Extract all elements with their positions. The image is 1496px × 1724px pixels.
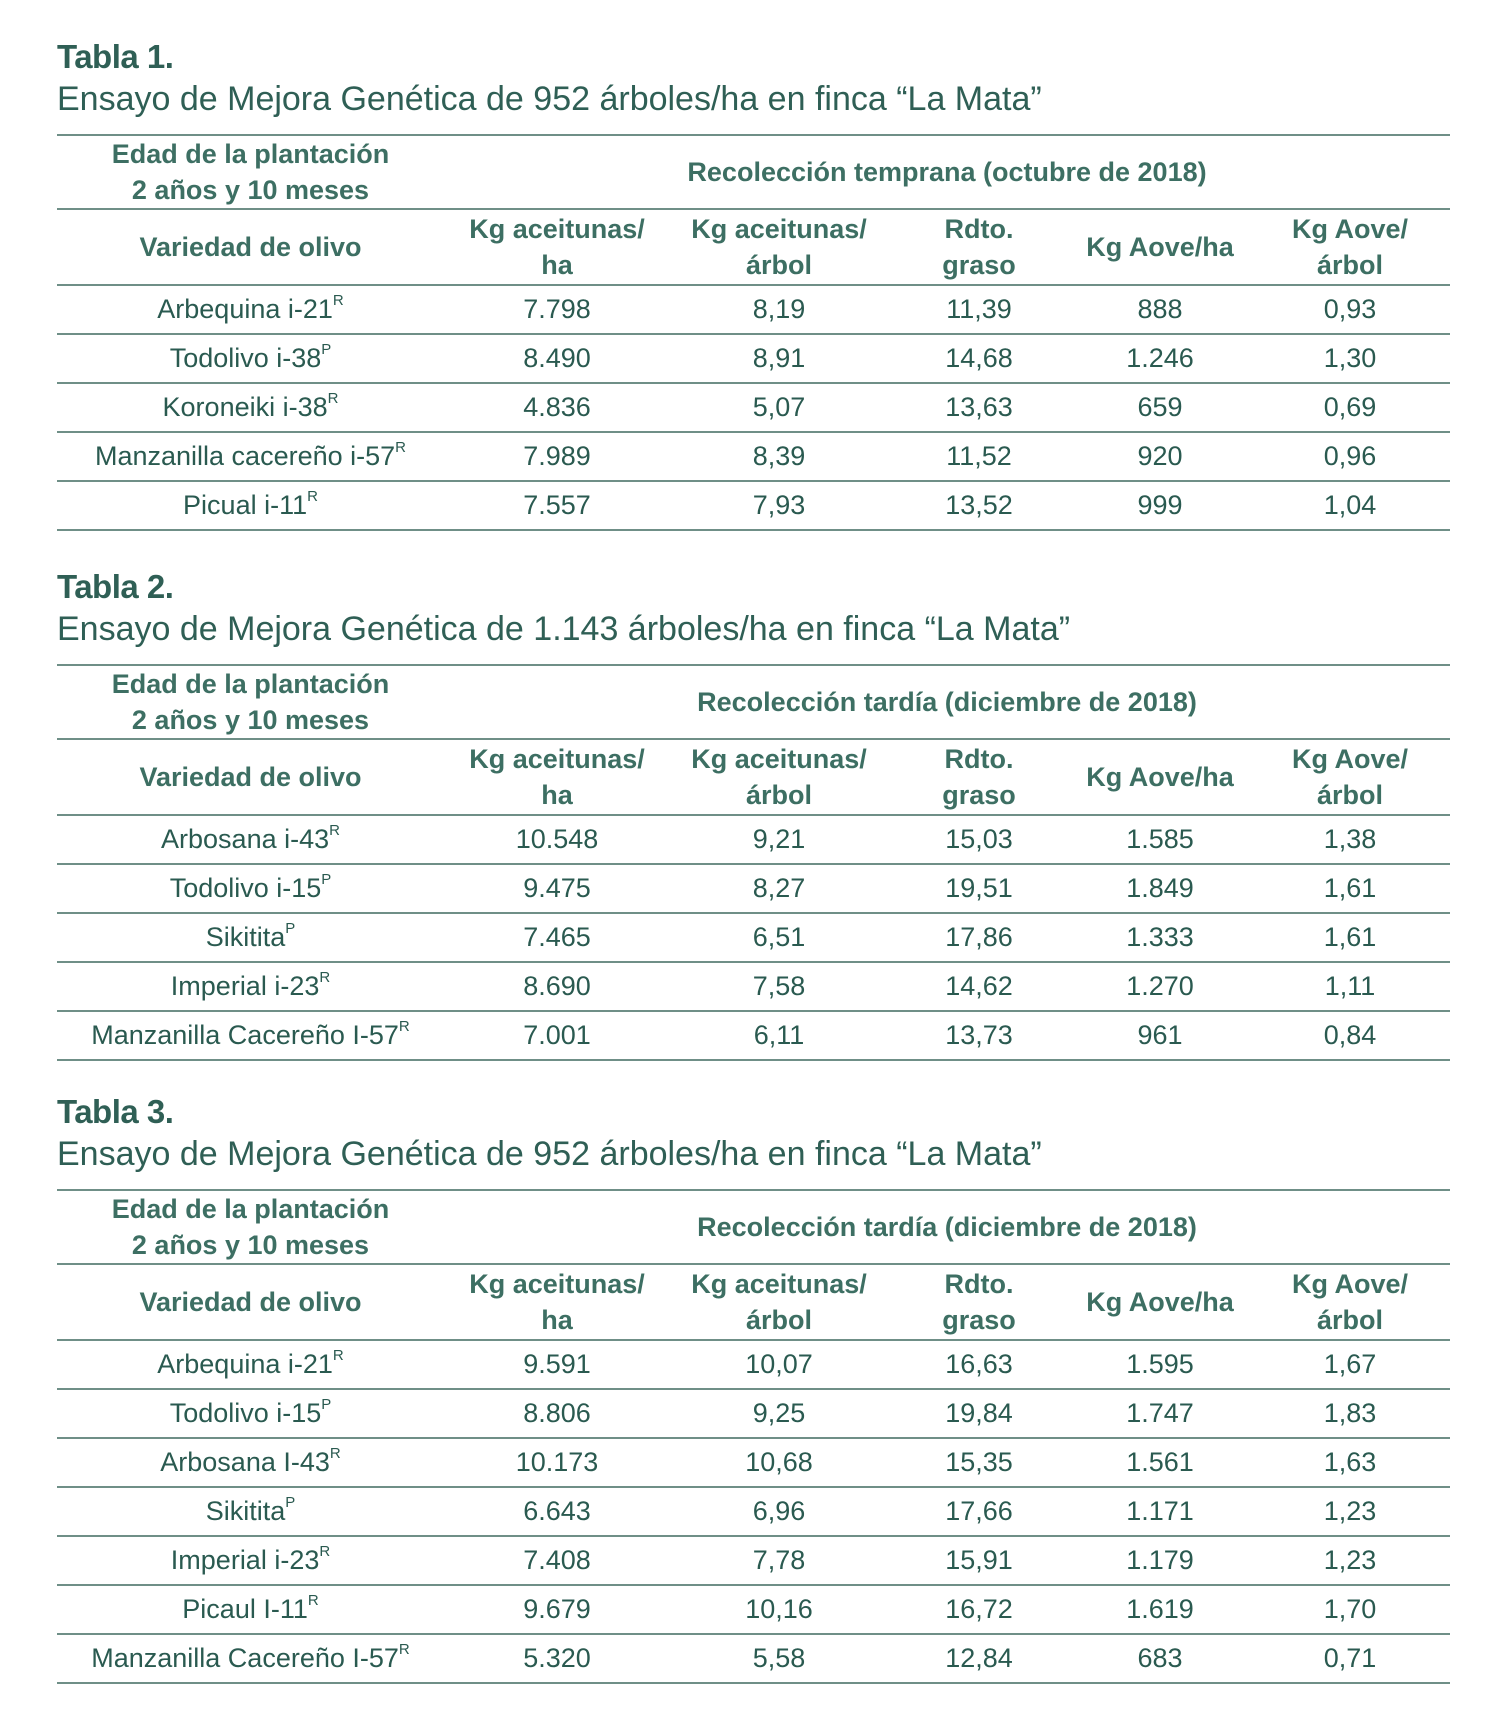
kg-aove-ha-cell: 1.585 (1070, 815, 1250, 864)
fat-yield-cell: 11,52 (888, 432, 1070, 481)
variety-cell (57, 913, 444, 962)
kg-olives-tree-cell: 8,91 (670, 334, 888, 383)
kg-aove-tree-cell: 0,84 (1250, 1011, 1450, 1060)
kg-aove-ha-cell: 888 (1070, 285, 1250, 334)
variety-superscript: P (285, 920, 296, 937)
table-row (57, 913, 1450, 962)
kg-aove-ha-cell: 1.333 (1070, 913, 1250, 962)
kg-olives-tree-cell: 10,68 (670, 1438, 888, 1487)
kg-aove-ha-cell: 1.270 (1070, 962, 1250, 1011)
kg-aove-ha-cell: 1.747 (1070, 1389, 1250, 1438)
kg-aove-tree-cell: 1,11 (1250, 962, 1450, 1011)
harvest-header: Recolección temprana (octubre de 2018) (444, 135, 1450, 209)
table-row (57, 481, 1450, 530)
fat-yield-cell: 15,03 (888, 815, 1070, 864)
variety-cell (57, 432, 444, 481)
fat-yield-cell: 16,63 (888, 1340, 1070, 1389)
table-title: Ensayo de Mejora Genética de 952 árboles/ha en finca “La Mata” (57, 1135, 1042, 1173)
table-row (57, 1585, 1450, 1634)
kg-olives-ha-cell: 7.989 (444, 432, 670, 481)
plantation-age-header: Edad de la plantación 2 años y 10 meses (57, 135, 444, 209)
variety-superscript: R (329, 822, 340, 839)
kg-olives-tree-cell: 7,93 (670, 481, 888, 530)
kg-aove-tree-cell: 1,70 (1250, 1585, 1450, 1634)
data-table (57, 134, 1450, 531)
col-header-kg-olives-tree: Kg aceitunas/ árbol (670, 739, 888, 815)
variety-superscript: P (321, 1396, 332, 1413)
kg-olives-tree-cell: 9,21 (670, 815, 888, 864)
kg-aove-tree-cell: 1,23 (1250, 1536, 1450, 1585)
variety-superscript: R (395, 439, 406, 456)
kg-olives-ha-cell: 5.320 (444, 1634, 670, 1683)
variety-name: Arbequina i-21 (157, 1349, 333, 1379)
variety-cell (57, 383, 444, 432)
table-row (57, 1634, 1450, 1683)
col-header-fat-yield: Rdto. graso (888, 1264, 1070, 1340)
col-header-variety: Variedad de olivo (57, 209, 444, 285)
kg-aove-ha-cell: 1.246 (1070, 334, 1250, 383)
table-row (57, 1438, 1450, 1487)
col-header-variety: Variedad de olivo (57, 739, 444, 815)
kg-aove-tree-cell: 0,96 (1250, 432, 1450, 481)
header-row-columns (57, 1264, 1450, 1340)
kg-aove-ha-cell: 961 (1070, 1011, 1250, 1060)
kg-olives-ha-cell: 7.408 (444, 1536, 670, 1585)
variety-name: Sikitita (205, 1496, 286, 1526)
table-row (57, 334, 1450, 383)
fat-yield-cell: 12,84 (888, 1634, 1070, 1683)
variety-cell (57, 1389, 444, 1438)
variety-name: Sikitita (205, 922, 286, 952)
header-row-age (57, 135, 1450, 209)
kg-olives-tree-cell: 7,78 (670, 1536, 888, 1585)
variety-superscript: R (319, 969, 331, 986)
kg-olives-tree-cell: 6,96 (670, 1487, 888, 1536)
harvest-header: Recolección tardía (diciembre de 2018) (444, 665, 1450, 739)
variety-superscript: R (327, 390, 339, 407)
kg-aove-ha-cell: 920 (1070, 432, 1250, 481)
kg-aove-ha-cell: 1.619 (1070, 1585, 1250, 1634)
kg-olives-tree-cell: 5,58 (670, 1634, 888, 1683)
table-label: Tabla 1. (57, 38, 174, 75)
kg-olives-tree-cell: 9,25 (670, 1389, 888, 1438)
variety-cell (57, 1487, 444, 1536)
kg-olives-ha-cell: 6.643 (444, 1487, 670, 1536)
kg-aove-ha-cell: 659 (1070, 383, 1250, 432)
kg-aove-ha-cell: 999 (1070, 481, 1250, 530)
variety-cell (57, 1438, 444, 1487)
kg-olives-ha-cell: 7.001 (444, 1011, 670, 1060)
col-header-kg-olives-ha: Kg aceitunas/ ha (444, 1264, 670, 1340)
kg-olives-tree-cell: 8,39 (670, 432, 888, 481)
variety-superscript: R (307, 1592, 319, 1609)
kg-olives-tree-cell: 10,07 (670, 1340, 888, 1389)
fat-yield-cell: 14,62 (888, 962, 1070, 1011)
variety-superscript: R (398, 1641, 410, 1658)
fat-yield-cell: 13,73 (888, 1011, 1070, 1060)
col-header-kg-olives-tree: Kg aceitunas/ árbol (670, 1264, 888, 1340)
variety-name: Picaul I-11 (182, 1594, 308, 1624)
kg-olives-tree-cell: 7,58 (670, 962, 888, 1011)
fat-yield-cell: 15,35 (888, 1438, 1070, 1487)
kg-olives-ha-cell: 8.690 (444, 962, 670, 1011)
kg-olives-tree-cell: 6,11 (670, 1011, 888, 1060)
table-row (57, 1340, 1450, 1389)
table-label: Tabla 2. (57, 568, 174, 605)
kg-olives-ha-cell: 8.490 (444, 334, 670, 383)
fat-yield-cell: 14,68 (888, 334, 1070, 383)
col-header-kg-olives-tree: Kg aceitunas/ árbol (670, 209, 888, 285)
fat-yield-cell: 17,66 (888, 1487, 1070, 1536)
kg-olives-ha-cell: 10.173 (444, 1438, 670, 1487)
kg-olives-ha-cell: 4.836 (444, 383, 670, 432)
kg-olives-ha-cell: 9.475 (444, 864, 670, 913)
variety-superscript: R (319, 1543, 331, 1560)
kg-aove-tree-cell: 1,30 (1250, 334, 1450, 383)
kg-aove-tree-cell: 1,83 (1250, 1389, 1450, 1438)
variety-superscript: R (307, 488, 318, 505)
table-row (57, 1487, 1450, 1536)
plantation-age-header: Edad de la plantación 2 años y 10 meses (57, 1190, 444, 1264)
table-row (57, 383, 1450, 432)
table-row (57, 1389, 1450, 1438)
variety-name: Arbosana I-43 (160, 1447, 330, 1477)
header-row-age (57, 665, 1450, 739)
kg-olives-ha-cell: 7.557 (444, 481, 670, 530)
variety-name: Koroneiki i-38 (162, 392, 328, 422)
data-table (57, 664, 1450, 1061)
kg-aove-tree-cell: 1,61 (1250, 913, 1450, 962)
variety-name: Manzanilla Cacereño I-57 (91, 1643, 399, 1673)
variety-name: Todolivo i-15 (169, 873, 322, 903)
kg-aove-ha-cell: 1.595 (1070, 1340, 1250, 1389)
variety-cell (57, 1011, 444, 1060)
kg-aove-ha-cell: 1.849 (1070, 864, 1250, 913)
variety-superscript: R (332, 292, 344, 309)
kg-olives-ha-cell: 9.679 (444, 1585, 670, 1634)
kg-olives-tree-cell: 10,16 (670, 1585, 888, 1634)
variety-superscript: P (285, 1494, 296, 1511)
header-row-columns (57, 209, 1450, 285)
plantation-age-header: Edad de la plantación 2 años y 10 meses (57, 665, 444, 739)
variety-cell (57, 815, 444, 864)
kg-aove-tree-cell: 0,71 (1250, 1634, 1450, 1683)
kg-olives-ha-cell: 10.548 (444, 815, 670, 864)
harvest-header: Recolección tardía (diciembre de 2018) (444, 1190, 1450, 1264)
table-title: Ensayo de Mejora Genética de 1.143 árboles/ha en finca “La Mata” (57, 610, 1071, 648)
fat-yield-cell: 16,72 (888, 1585, 1070, 1634)
kg-aove-tree-cell: 1,67 (1250, 1340, 1450, 1389)
fat-yield-cell: 17,86 (888, 913, 1070, 962)
variety-superscript: R (332, 1347, 344, 1364)
table-row (57, 285, 1450, 334)
variety-name: Arbequina i-21 (157, 294, 333, 324)
table-title: Ensayo de Mejora Genética de 952 árboles/ha en finca “La Mata” (57, 80, 1042, 118)
kg-olives-tree-cell: 8,19 (670, 285, 888, 334)
col-header-kg-aove-tree: Kg Aove/ árbol (1250, 209, 1450, 285)
col-header-kg-olives-ha: Kg aceitunas/ ha (444, 209, 670, 285)
table-row (57, 864, 1450, 913)
fat-yield-cell: 13,52 (888, 481, 1070, 530)
variety-superscript: R (398, 1018, 410, 1035)
fat-yield-cell: 19,84 (888, 1389, 1070, 1438)
variety-cell (57, 1585, 444, 1634)
variety-name: Manzanilla cacereño i-57 (94, 441, 396, 471)
col-header-kg-aove-ha: Kg Aove/ha (1070, 209, 1250, 285)
kg-olives-ha-cell: 8.806 (444, 1389, 670, 1438)
variety-name: Picual i-11 (183, 490, 308, 520)
variety-name: Imperial i-23 (170, 971, 320, 1001)
variety-superscript: P (321, 341, 332, 358)
header-row-columns (57, 739, 1450, 815)
variety-name: Imperial i-23 (170, 1545, 320, 1575)
variety-cell (57, 1634, 444, 1683)
kg-aove-tree-cell: 1,63 (1250, 1438, 1450, 1487)
variety-name: Arbosana i-43 (161, 824, 330, 854)
kg-aove-tree-cell: 1,61 (1250, 864, 1450, 913)
variety-superscript: P (321, 871, 332, 888)
variety-name: Manzanilla Cacereño I-57 (91, 1020, 399, 1050)
kg-olives-tree-cell: 8,27 (670, 864, 888, 913)
col-header-fat-yield: Rdto. graso (888, 739, 1070, 815)
fat-yield-cell: 19,51 (888, 864, 1070, 913)
variety-name: Todolivo i-15 (169, 1398, 322, 1428)
variety-cell (57, 334, 444, 383)
kg-aove-tree-cell: 1,23 (1250, 1487, 1450, 1536)
kg-aove-ha-cell: 683 (1070, 1634, 1250, 1683)
kg-aove-ha-cell: 1.561 (1070, 1438, 1250, 1487)
variety-cell (57, 1536, 444, 1585)
kg-aove-tree-cell: 1,04 (1250, 481, 1450, 530)
kg-olives-ha-cell: 7.465 (444, 913, 670, 962)
variety-cell (57, 962, 444, 1011)
col-header-kg-olives-ha: Kg aceitunas/ ha (444, 739, 670, 815)
fat-yield-cell: 11,39 (888, 285, 1070, 334)
kg-aove-ha-cell: 1.171 (1070, 1487, 1250, 1536)
kg-aove-ha-cell: 1.179 (1070, 1536, 1250, 1585)
fat-yield-cell: 15,91 (888, 1536, 1070, 1585)
table-label: Tabla 3. (57, 1093, 174, 1130)
kg-olives-ha-cell: 7.798 (444, 285, 670, 334)
kg-aove-tree-cell: 0,69 (1250, 383, 1450, 432)
fat-yield-cell: 13,63 (888, 383, 1070, 432)
kg-aove-tree-cell: 1,38 (1250, 815, 1450, 864)
kg-olives-tree-cell: 6,51 (670, 913, 888, 962)
col-header-fat-yield: Rdto. graso (888, 209, 1070, 285)
variety-cell (57, 864, 444, 913)
table-row (57, 815, 1450, 864)
variety-cell (57, 1340, 444, 1389)
table-row (57, 1011, 1450, 1060)
kg-olives-ha-cell: 9.591 (444, 1340, 670, 1389)
kg-olives-tree-cell: 5,07 (670, 383, 888, 432)
variety-cell (57, 285, 444, 334)
col-header-kg-aove-tree: Kg Aove/ árbol (1250, 739, 1450, 815)
variety-cell (57, 481, 444, 530)
col-header-kg-aove-tree: Kg Aove/ árbol (1250, 1264, 1450, 1340)
table-row (57, 432, 1450, 481)
table-row (57, 1536, 1450, 1585)
col-header-variety: Variedad de olivo (57, 1264, 444, 1340)
header-row-age (57, 1190, 1450, 1264)
col-header-kg-aove-ha: Kg Aove/ha (1070, 1264, 1250, 1340)
col-header-kg-aove-ha: Kg Aove/ha (1070, 739, 1250, 815)
kg-aove-tree-cell: 0,93 (1250, 285, 1450, 334)
variety-superscript: R (329, 1445, 341, 1462)
data-table (57, 1189, 1450, 1684)
variety-name: Todolivo i-38 (169, 343, 322, 373)
table-row (57, 962, 1450, 1011)
